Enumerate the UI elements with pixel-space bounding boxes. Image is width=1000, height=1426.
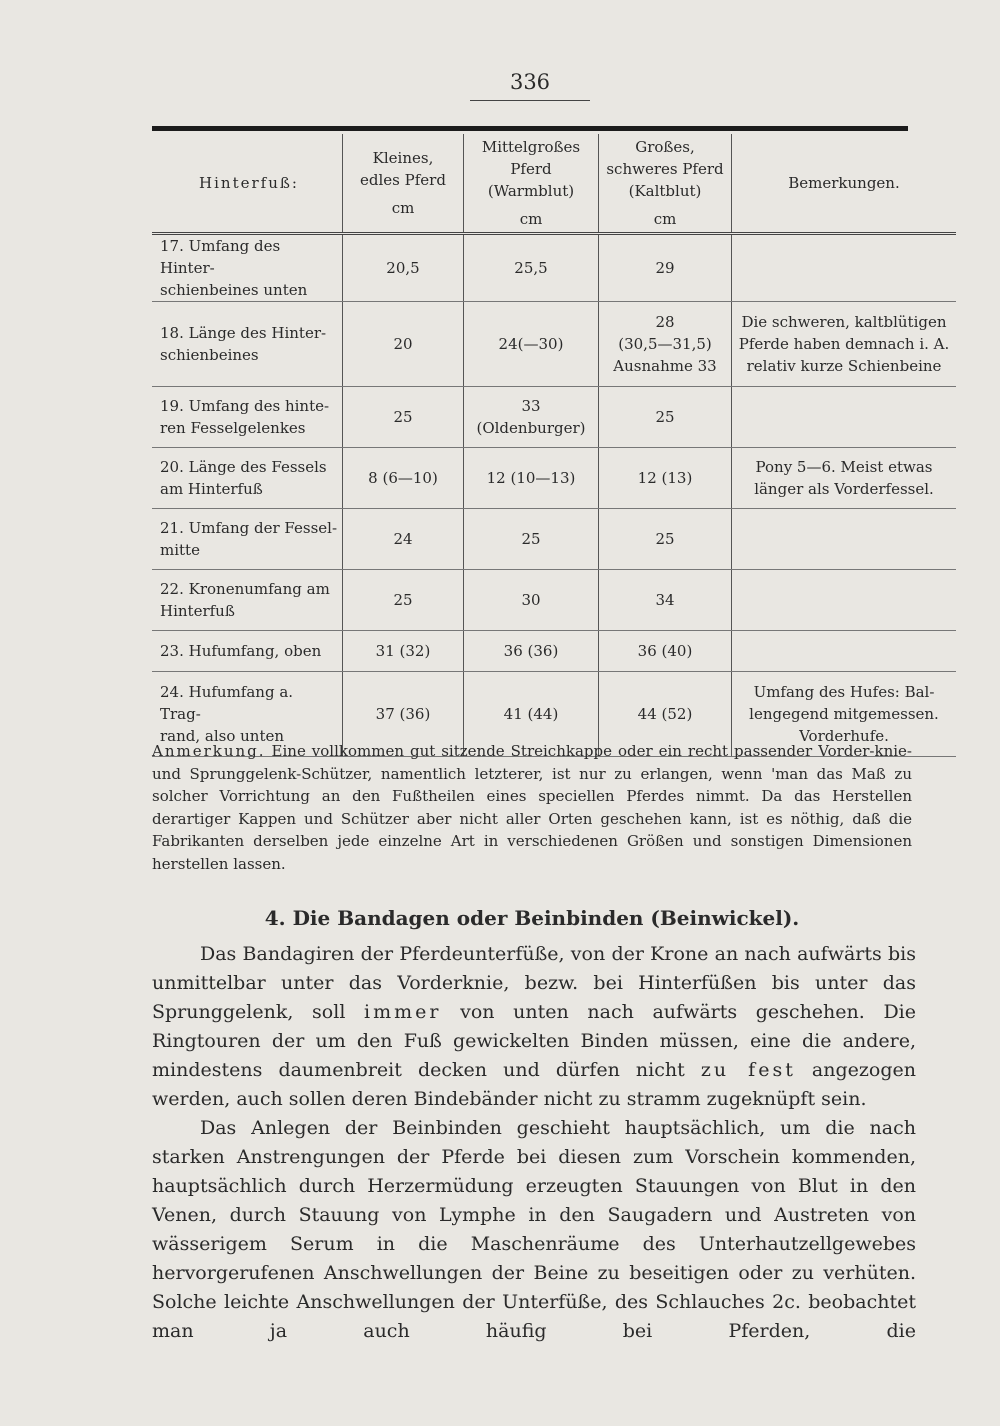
cell-large: 25: [599, 387, 732, 448]
header-medium-line3: (Warmblut): [487, 182, 575, 200]
row-label: 24. Hufumfang a. Trag- rand, also unten: [152, 672, 343, 757]
cell-small: 24: [343, 509, 464, 570]
table-row: [152, 302, 956, 387]
header-medium-line2: Pferd: [510, 160, 552, 178]
header-unit: cm: [519, 210, 543, 228]
table-note: [152, 740, 912, 875]
header-medium-line1: Mittelgroßes: [481, 138, 581, 156]
cell-remarks: [732, 631, 957, 672]
cell-medium: 36 (36): [464, 631, 599, 672]
table-header-row: [152, 134, 956, 234]
header-small-line1: Kleines,: [372, 149, 434, 167]
cell-medium: 41 (44): [464, 672, 599, 757]
cell-small: 25: [343, 387, 464, 448]
cell-small: 31 (32): [343, 631, 464, 672]
cell-large: 36 (40): [599, 631, 732, 672]
header-large-line2: schweres Pferd: [606, 160, 724, 178]
cell-small: 8 (6—10): [343, 448, 464, 509]
cell-remarks: Pony 5—6. Meist etwas länger als Vorderfessel.: [732, 448, 957, 509]
header-small-horse: [343, 134, 464, 234]
note-label: Anmerkung.: [152, 742, 266, 760]
header-large-horse: [599, 134, 732, 234]
cell-small: 37 (36): [343, 672, 464, 757]
table-row: [152, 448, 956, 509]
row-label: 18. Länge des Hinter- schienbeines: [152, 302, 343, 387]
paragraph: Das Bandagiren der Pferdeunterfüße, von der Krone an nach aufwärts bis unmittelbar unter das Vorderknie, bezw. bei Hinterfüßen bis unter das Sprunggelenk, soll immer von unten nach aufwärts geschehen. Die Ringtouren der um den Fuß gewickelten Binden müssen, eine die andere, mindestens daumenbreit decken und dürfen nicht zu fest angezogen werden, auch sollen deren Bindebänder nicht zu stramm zugeknüpft sein.: [152, 943, 916, 1110]
cell-large: 44 (52): [599, 672, 732, 757]
header-unit: cm: [391, 199, 415, 217]
table-row: [152, 570, 956, 631]
cell-medium: 24(—30): [464, 302, 599, 387]
header-remarks: Bemerkungen.: [732, 134, 957, 234]
header-large-line3: (Kaltblut): [628, 182, 702, 200]
table-row: [152, 509, 956, 570]
cell-medium: 30: [464, 570, 599, 631]
header-large-line1: Großes,: [635, 138, 695, 156]
cell-small: 25: [343, 570, 464, 631]
note-text: Eine vollkommen gut sitzende Streichkappe oder ein recht passender Vorder-knie- und Sprunggelenk-Schützer, namentlich letzterer, ist nur zu erlangen, wenn 'man das Maß zu solcher Vorrichtung an den Fußtheilen eines speciellen Pferdes nimmt. Da das Herstellen derartiger Kappen und Schützer aber nicht aller Orten geschehen kann, ist es nöthig, daß die Fabrikanten derselben jede einzelne Art in verschiedenen Größen und sonstigen Dimensionen herstellen lassen.: [152, 742, 912, 873]
cell-remarks: [732, 570, 957, 631]
cell-medium: 25,5: [464, 234, 599, 302]
table-row: [152, 387, 956, 448]
cell-remarks: [732, 509, 957, 570]
row-label: 17. Umfang des Hinter- schienbeines unten: [152, 234, 343, 302]
cell-remarks: Die schweren, kaltblütigen Pferde haben demnach i. A. relativ kurze Schienbeine: [732, 302, 957, 387]
cell-small: 20,5: [343, 234, 464, 302]
cell-large: 25: [599, 509, 732, 570]
row-label: 20. Länge des Fessels am Hinterfuß: [152, 448, 343, 509]
header-medium-horse: [464, 134, 599, 234]
table-row: [152, 234, 956, 302]
emphasis: zu fest: [700, 1059, 796, 1081]
section-heading: 4. Die Bandagen oder Beinbinden (Beinwickel).: [264, 906, 800, 930]
row-label: 19. Umfang des hinte- ren Fesselgelenkes: [152, 387, 343, 448]
cell-medium: 33 (Oldenburger): [464, 387, 599, 448]
cell-medium: 25: [464, 509, 599, 570]
header-unit: cm: [653, 210, 677, 228]
measurement-table: [152, 134, 956, 757]
paragraph: Das Anlegen der Beinbinden geschieht hauptsächlich, um die nach starken Anstrengungen der Pferde bei diesen zum Vorschein kommenden, hauptsächlich durch Herzermüdung erzeugten Stauungen von Blut in den Venen, durch Stauung von Lymphe in den Saugadern und Austreten von wässerigem Serum in die Maschenräume des Unterhautzellgewebes hervorgerufenen Anschwellungen der Beine zu beseitigen oder zu verhüten. Solche leichte Anschwellungen der Unterfüße, des Schlauches 2c. beobachtet man ja auch häufig bei Pferden, die: [152, 1117, 916, 1342]
cell-large: 12 (13): [599, 448, 732, 509]
header-hindfoot: Hinterfuß:: [152, 134, 343, 234]
cell-large: 34: [599, 570, 732, 631]
row-label: 23. Hufumfang, oben: [152, 631, 343, 672]
cell-medium: 12 (10—13): [464, 448, 599, 509]
body-text: [152, 940, 916, 1346]
cell-remarks: [732, 234, 957, 302]
emphasis: immer: [364, 1001, 442, 1023]
page-number: 336: [509, 70, 551, 94]
row-label: 22. Kronenumfang am Hinterfuß: [152, 570, 343, 631]
cell-small: 20: [343, 302, 464, 387]
cell-remarks: Umfang des Hufes: Bal- lengegend mitgemessen. Vorderhufe.: [732, 672, 957, 757]
table-row: [152, 631, 956, 672]
row-label: 21. Umfang der Fessel- mitte: [152, 509, 343, 570]
page-number-rule: [470, 100, 590, 101]
table-top-rule: [152, 126, 908, 131]
header-small-line2: edles Pferd: [360, 171, 446, 189]
cell-remarks: [732, 387, 957, 448]
cell-large: 28 (30,5—31,5) Ausnahme 33: [599, 302, 732, 387]
cell-large: 29: [599, 234, 732, 302]
